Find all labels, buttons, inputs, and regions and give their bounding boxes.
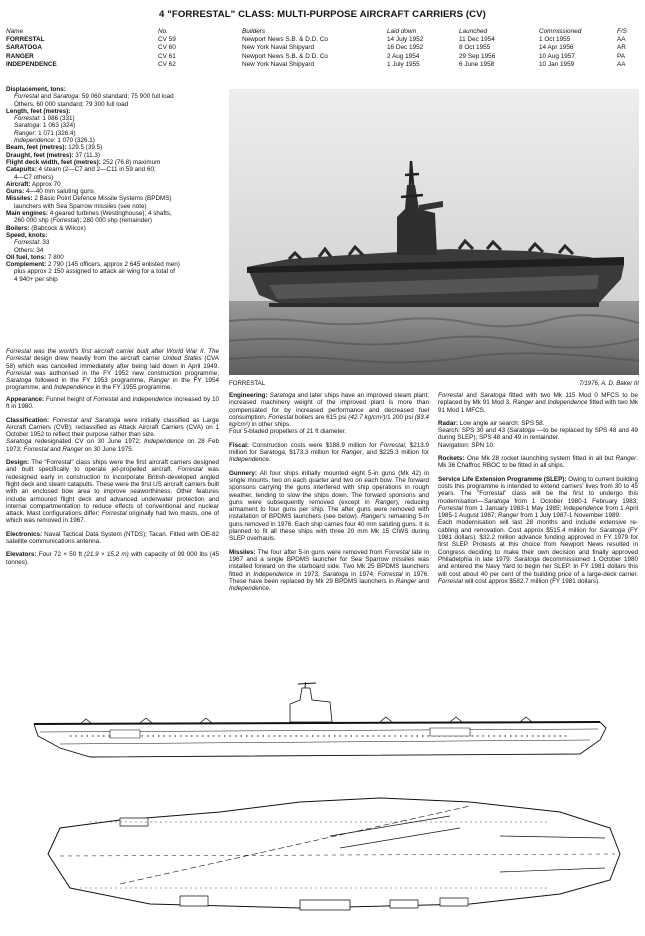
- header-no: No.: [158, 28, 168, 35]
- spec-ship: Forrestal: [14, 239, 39, 247]
- notes-column-middle: [229, 392, 429, 598]
- notes-column-right: [438, 392, 638, 591]
- spec-value: Others: 34: [14, 246, 44, 254]
- spec-value: : 1 071 (326.4): [34, 129, 76, 137]
- ship-launched: 6 June 1958: [459, 60, 495, 68]
- ship-builder: Newport News S.B. & D.D. Co: [242, 52, 328, 60]
- text: in the FY 1955 programme.: [93, 384, 173, 392]
- text: in other ships.: [250, 421, 291, 429]
- text: Independence: [132, 396, 173, 403]
- ship-name: FORRESTAL: [6, 36, 45, 44]
- spec-label: Boilers:: [6, 224, 30, 232]
- text: originally had two masts, one of which was removed in 1967.: [6, 510, 219, 525]
- text: boilers are 615 psi: [293, 413, 349, 421]
- spec-label: Missiles:: [6, 195, 33, 203]
- spec-label: Beam, feet (metres):: [6, 144, 67, 152]
- text: in the FY 1954 programme, and: [6, 377, 220, 392]
- spec-value: 37 (11.3): [73, 151, 101, 159]
- spec-label: Complement:: [6, 261, 47, 269]
- slep-note: [438, 476, 638, 585]
- text: from 1 April 1985-1 August 1987;: [438, 504, 638, 520]
- ship-commissioned: 10 Jan 1959: [539, 60, 575, 68]
- ship-builder: Newport News S.B. & D.D. Co: [242, 36, 328, 44]
- text: Construction costs were $188.9 million for: [248, 441, 380, 449]
- text: Four 5-bladed propellers of 21 ft diameter.: [229, 428, 347, 436]
- spec-ship: Saratoga: [52, 93, 79, 101]
- ship-no: CV 60: [158, 44, 176, 52]
- profile-hull: [34, 722, 606, 757]
- note-heading: Fiscal:: [229, 441, 249, 449]
- spec-value: Approx 70: [30, 180, 61, 188]
- text: redesignated CV on 30 June 1972;: [31, 438, 144, 446]
- text: (83.4 kg/cm²): [229, 413, 429, 429]
- spec-value: : 59 060 standard; 75 900 full load: [78, 93, 174, 101]
- page-title: 4 "FORRESTAL" CLASS: MULTI-PURPOSE AIRCRAFT CARRIERS (CV): [159, 9, 486, 20]
- ship-name: RANGER: [6, 52, 34, 60]
- ship-launched: 29 Sep 1956: [459, 52, 496, 60]
- ship-no: CV 61: [158, 52, 176, 60]
- note-heading: Gunnery:: [229, 469, 257, 477]
- text: from 1 October 1980-1 February 1983;: [509, 497, 638, 505]
- ship-builder: New York Naval Shipyard: [242, 60, 315, 68]
- text: Search: SPS 30 and 43 (: [438, 427, 510, 435]
- text: Naval Tactical Data System (NTDS); Tacan. Fitted with OE-82 satellite communications antenna.: [6, 530, 219, 546]
- text: Forrestal: [377, 570, 403, 578]
- text: (FY 1981 dollars). $32.2 million advance funding approved in FY 1979 for first SLEP. Protests at this choice from Newport News resulted in Congress deciding to make their own decision and finally approved Philadelphia in late 1979.: [438, 526, 638, 563]
- ship-fs: PA: [617, 52, 626, 60]
- intro-paragraph: [6, 348, 219, 398]
- ship-name: INDEPENDENCE: [6, 60, 57, 68]
- text: Funnel height of: [44, 396, 94, 403]
- text: in 1973,: [293, 570, 323, 578]
- spec-text: and: [38, 93, 53, 101]
- elevators-note: [6, 551, 219, 566]
- spec-label: Speed, knots:: [6, 231, 48, 239]
- text: The "Forrestal" class ships were the first aircraft carriers designed and built specifically to operate jet-propelled aircraft.: [6, 459, 219, 474]
- text: on 30 June 1975.: [83, 445, 134, 453]
- design-note: [6, 459, 219, 525]
- ship-name: SARATOGA: [6, 44, 42, 52]
- spec-ship: Independence: [14, 137, 54, 145]
- spec-value: ); 280 000 shp (remainder): [77, 217, 152, 225]
- note-heading: Design:: [6, 459, 30, 467]
- text: Forrestal was the world's first aircraft carrier built after World War II. The: [6, 348, 219, 355]
- text: Ranger: [341, 449, 363, 457]
- spec-value: plus approx 2 150 assigned to attack air wing for a total of: [14, 268, 176, 276]
- photo-caption: FORRESTAL: [229, 380, 266, 387]
- text: in 1974;: [348, 570, 378, 578]
- text: Ranger: [62, 445, 84, 453]
- fiscal-note: [229, 442, 429, 464]
- ship-plan-drawing: [0, 776, 645, 934]
- spec-ship: Forrestal: [52, 217, 78, 225]
- spec-value: 4—C7 others): [14, 173, 54, 181]
- spec-value: 4—40 mm saluting guns: [24, 188, 94, 196]
- note-heading: Engineering:: [229, 392, 268, 399]
- spec-label: Flight deck width, feet (metres):: [6, 158, 101, 166]
- spec-label: Main engines:: [6, 210, 48, 218]
- text: and: [462, 392, 481, 399]
- spec-value: 4 steam (2—C7 and 2—C11 in 59 and 60;: [36, 166, 156, 174]
- ship-profile-drawing: [0, 682, 645, 775]
- text: was redesigned early in construction to incorporate British-developed angled flight deck and steam catapults. These were the first US aircraft carriers built with an enclosed bow area to improve seaworthiness. Other features include armoured flight deck and advanced underwater protection and internal compartmentation to reduce effects of conventional and nuclear attack. Mast configurations differ;: [6, 466, 219, 518]
- text: and: [533, 399, 548, 407]
- spec-ship: Saratoga: [14, 122, 40, 130]
- note-heading: Missiles:: [229, 548, 256, 556]
- ship-fs: AA: [617, 60, 626, 68]
- text: , and $225.3 million for: [362, 449, 429, 457]
- electronics-note: [6, 531, 219, 546]
- text: remaining 5-in guns removed in 1976. Each ship carries four 40 mm saluting guns. It is planned to fit all these ships with three 20 mm Mk 15 CIWS during SLEP overhauls.: [229, 513, 429, 543]
- spec-value: 2 790 (145 officers, approx 2 645 enlisted men): [46, 261, 180, 269]
- text: Ranger: [395, 577, 417, 585]
- note-heading: Appearance:: [6, 396, 45, 403]
- text: Saratoga: [483, 497, 510, 505]
- text: Saratoga: [480, 392, 506, 399]
- ship-table-header: [6, 28, 638, 36]
- text: on 28 Feb 1973;: [6, 438, 220, 453]
- text: Forrestal: [6, 369, 31, 377]
- text: Independence: [144, 438, 184, 446]
- text: , $213.9 million for: [229, 441, 429, 457]
- text: Independence: [229, 585, 269, 593]
- spec-value: 4 940+ per ship: [14, 275, 58, 283]
- profile-island: [290, 688, 332, 722]
- text: Each modernisation will last 28 months and include extensive re-cabling and renovation. Cost approx $515.4 million for: [438, 519, 638, 534]
- text: Forrestal: [268, 413, 294, 421]
- text: and: [118, 396, 133, 403]
- spec-ship: Forrestal: [14, 93, 39, 101]
- text: fitted with two Mk 115 Mod 0 MFCS to be replaced by Mk 91 Mod 3.: [438, 392, 638, 407]
- text: Forrestal: [438, 504, 463, 512]
- waterline: [269, 303, 599, 307]
- profile-mast: [298, 682, 316, 688]
- note-heading: Classification:: [6, 416, 50, 424]
- text: Low angle air search: SPS 58.: [457, 419, 545, 427]
- header-fs: F/S: [617, 28, 627, 35]
- text: decommissioned 1 October 1980 and entered the Navy Yard to begin her SLEP. In FY 1981 dollars this will cost about 40 per cent of the building price of a large-deck carrier.: [438, 555, 638, 578]
- header-builders: Builders: [242, 28, 266, 35]
- classification-note: [6, 417, 219, 453]
- radar-note: [438, 420, 638, 449]
- spec-value: : 33: [38, 239, 50, 247]
- header-launched: Launched: [459, 28, 488, 35]
- text: Forrestal: [23, 445, 49, 453]
- text: increased by 10 ft in 1980.: [6, 396, 219, 411]
- ship-laid-down: 14 July 1952: [387, 36, 424, 44]
- text: Forrestal and Saratoga: [49, 416, 121, 424]
- spec-label: Length, feet (metres):: [6, 107, 71, 115]
- text: Ranger's: [360, 513, 386, 521]
- text: (21.9 × 15.2 m): [84, 551, 129, 559]
- text: .: [268, 585, 271, 593]
- ship-photograph: [229, 89, 639, 375]
- text: Ranger: [497, 512, 519, 520]
- spec-value: 260 000 shp (: [14, 217, 53, 225]
- text: /1 200 psi: [385, 413, 415, 421]
- text: Saratoga: [599, 526, 625, 534]
- note-heading: Service Life Extension Programme (SLEP):: [438, 475, 567, 483]
- text: and: [48, 445, 63, 453]
- spec-value: (Babcock & Wilcox): [29, 224, 86, 232]
- text: Saratoga: [514, 555, 540, 563]
- spec-value: : 1 070 (326.1): [53, 137, 95, 145]
- text: design drew heavily from the aircraft carrier: [30, 355, 163, 363]
- ship-builder: New York Naval Shipyard: [242, 44, 315, 52]
- photo-credit: 7/1976, A. D. Baker III: [579, 380, 639, 387]
- text: and later ships have an improved steam plant; increased machinery weight of the improved plant is more than compensated for by increased performance and decreased fuel consumption.: [229, 392, 429, 421]
- ship-laid-down: 16 Dec 1952: [387, 44, 424, 52]
- text: Independence: [229, 456, 269, 464]
- text: in 1976. These have been replaced by Mk 29 BPDMS launchers in: [229, 570, 429, 585]
- text: All four ships initially mounted eight 5-in guns (Mk 42) in single mounts, two on each quarter and two on each bow. The forward sponsons carrying the guns interfered with ship operations in rough weather, tending to slow the ships down. The forward sponsons and guns were subsequently removed (except in: [229, 469, 429, 506]
- ship-commissioned: 1 Oct 1955: [539, 36, 571, 44]
- spec-value: : 1 063 (324): [39, 122, 76, 130]
- spec-label: Draught, feet (metres):: [6, 151, 74, 159]
- text: Four 72 × 50 ft: [36, 551, 85, 559]
- missiles-note: [229, 549, 429, 593]
- rockets-note: [438, 455, 638, 470]
- header-laid-down: Laid down: [387, 28, 417, 35]
- text: —to be replaced by SPS 48 and 49 during SLEP); SPS 48 and 49 in remainder.: [438, 427, 638, 442]
- text: The four after 5-in guns were removed from: [255, 548, 385, 556]
- spec-label: Guns:: [6, 188, 25, 196]
- ship-row: [6, 53, 638, 61]
- ship-launched: 8 Oct 1955: [459, 44, 491, 52]
- text: Forrestal: [379, 441, 405, 449]
- note-heading: Electronics:: [6, 530, 43, 538]
- ship-no: CV 62: [158, 60, 176, 68]
- text: Navigation: SPN 10.: [438, 441, 495, 449]
- notes-column-left: [6, 396, 219, 572]
- spec-value: Others: 60 000 standard; 79 300 full load: [14, 100, 129, 108]
- text: Forrestal: [177, 466, 203, 474]
- text: Forrestal: [438, 577, 463, 585]
- ship-table: [6, 28, 638, 69]
- spec-label: Displacement, tons:: [6, 86, 66, 93]
- text: Forrestal: [93, 396, 119, 403]
- fire-control-note: [438, 392, 638, 414]
- text: .: [268, 456, 271, 464]
- spec-value: 129.5 (39.5): [66, 144, 103, 152]
- note-heading: Elevators:: [6, 551, 37, 559]
- text: Forrestal: [384, 548, 410, 556]
- spec-ship: Ranger: [14, 129, 35, 137]
- ship-laid-down: 2 Aug 1954: [387, 52, 420, 60]
- ship-commissioned: 10 Aug 1957: [539, 52, 575, 60]
- plan-island: [300, 900, 350, 910]
- text: Owing to current building costs this programme is intended to extend carriers' lives from 30 to 45 years. The "Forrestal" class will be the first to undergo this modernisation—: [438, 475, 638, 505]
- ship-row: [6, 61, 638, 69]
- note-heading: Rockets:: [438, 455, 465, 463]
- text: from 1 January 1983-1 May 1985;: [462, 504, 564, 512]
- text: Ranger: [148, 377, 170, 385]
- text: (CVA 58) which was cancelled immediately after being laid down in April 1949.: [6, 355, 219, 370]
- text: United States: [162, 355, 202, 363]
- text: (42.7 kg/cm²): [348, 413, 386, 421]
- text: with capacity of 99 000 lbs (45 tonnes).: [6, 551, 219, 566]
- text: Independence: [547, 399, 588, 407]
- spec-label: Aircraft:: [6, 180, 31, 188]
- text: Saratoga: [6, 438, 32, 446]
- text: was authorised in the FY 1952 new construction programme;: [30, 369, 219, 377]
- ship-launched: 11 Dec 1954: [459, 36, 495, 44]
- plan-deck-outline: [48, 798, 620, 908]
- text: Saratoga: [6, 377, 32, 385]
- ship-laid-down: 1 July 1955: [387, 60, 420, 68]
- text: Ranger: [615, 455, 637, 463]
- spec-label: Catapults:: [6, 166, 37, 174]
- text: will cost approx $582.7 million (FY 1981 dollars).: [462, 577, 600, 585]
- header-commissioned: Commissioned: [539, 28, 582, 35]
- text: followed in the FY 1953 programme,: [31, 377, 149, 385]
- note-heading: Radar:: [438, 419, 458, 427]
- gunnery-note: [229, 470, 429, 543]
- text: Saratoga: [267, 392, 296, 399]
- spec-value: : 1 086 (331): [38, 115, 75, 123]
- text: from 1 July 1987-1 November 1989.: [518, 512, 621, 520]
- text: Forrestal: [438, 392, 463, 399]
- text: Forrestal: [6, 355, 31, 363]
- spec-value: 4 geared turbines (Westinghouse); 4 shafts,: [47, 210, 172, 218]
- specifications: [6, 86, 224, 283]
- ship-commissioned: 14 Apr 1956: [539, 44, 574, 52]
- spec-value: 7 800: [46, 253, 64, 261]
- ship-row: [6, 44, 638, 52]
- header-name: Name: [6, 28, 24, 35]
- text: Saratoga: [322, 570, 349, 578]
- text: ), reducing armament to four guns per ship. The after guns were removed with installation of BPDMS launchers (see below).: [229, 498, 429, 521]
- spec-label: Oil fuel, tons:: [6, 253, 47, 261]
- text: Forrestal: [101, 510, 127, 518]
- text: Independence: [53, 384, 94, 392]
- text: One Mk 28 rocket launching system fitted in all but: [464, 455, 616, 463]
- engineering-note: [229, 392, 429, 436]
- text: Saratoga: [259, 449, 285, 457]
- text: Ranger: [512, 399, 534, 407]
- text: . Mk 36 Chaffroc RBOC to be fitted in all ships.: [438, 455, 638, 470]
- text: Saratoga: [509, 427, 535, 435]
- spec-value: 252 (76.8) maximum: [100, 158, 161, 166]
- text: fitted with two Mk 91 Mod 1 MFCS.: [438, 399, 638, 414]
- text: and: [416, 577, 429, 585]
- spec-value: launchers with Sea Sparrow missiles (see note): [14, 202, 147, 210]
- text: Ranger: [375, 498, 396, 506]
- text: Independence: [563, 504, 604, 512]
- ship-fs: AA: [617, 36, 626, 44]
- spec-value: 2 Basic Point Defence Missile Systems (BPDMS): [32, 195, 172, 203]
- text: Independence: [253, 570, 294, 578]
- text: were initially classified as Large Aircraft Carriers (CVB); reclassified as Attack Aircraft Carriers (CVA) on 1 October 1952 to reflect their purpose rather than size.: [6, 416, 220, 439]
- appearance-note: [6, 396, 219, 411]
- text: , $173.3 million for: [284, 449, 342, 457]
- ship-fs: AR: [617, 44, 626, 52]
- ship-no: CV 59: [158, 36, 176, 44]
- photo-sea: [229, 301, 639, 375]
- ship-row: [6, 36, 638, 44]
- spec-ship: Forrestal: [14, 115, 39, 123]
- text: late in 1967 and a single BPDMS launcher for Sea Sparrow missiles was installed forward on the starboard side. Two Mk 25 BPDMS launchers fitted in: [229, 548, 429, 578]
